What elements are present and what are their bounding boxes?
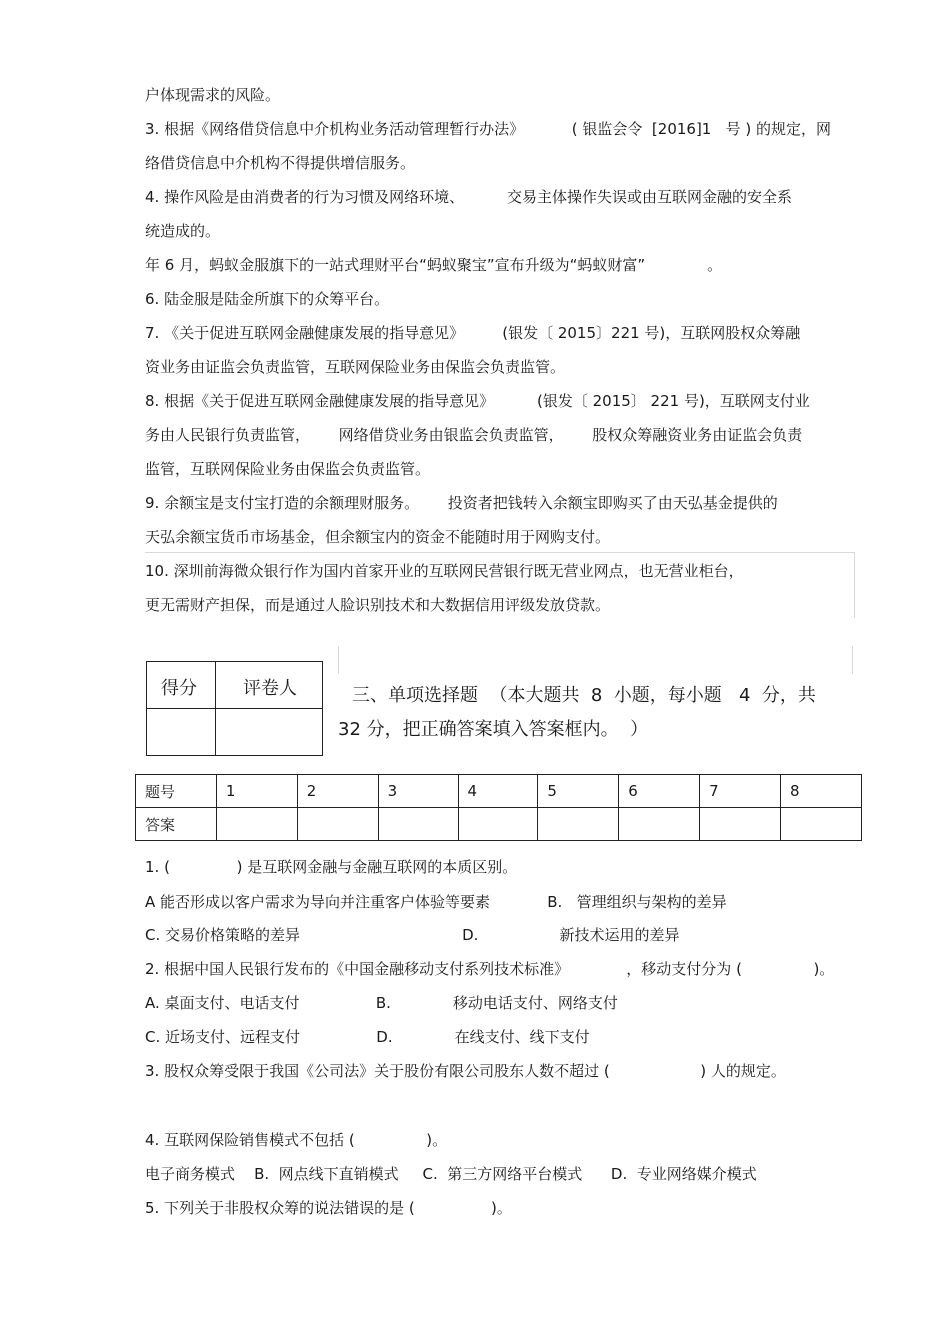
text-line: 统造成的。 <box>145 222 221 240</box>
scan-line <box>145 552 855 553</box>
question-number: 5 <box>538 775 619 808</box>
scan-line <box>852 646 853 674</box>
question-5: 5. 下列关于非股权众筹的说法错误的是 ( )。 <box>145 1199 512 1217</box>
statement-6: 6. 陆金服是陆金所旗下的众筹平台。 <box>145 290 390 308</box>
question-number: 2 <box>297 775 378 808</box>
table-row <box>136 808 862 841</box>
question-3: 3. 股权众筹受限于我国《公司法》关于股份有限公司股东人数不超过 ( ) 人的规定。 <box>145 1062 786 1080</box>
question-4: 4. 互联网保险销售模式不包括 ( )。 <box>145 1131 448 1149</box>
score-box <box>146 661 323 756</box>
answer-cell[interactable] <box>297 808 378 841</box>
text-line: 络借贷信息中介机构不得提供增信服务。 <box>145 154 416 172</box>
answer-cell[interactable] <box>781 808 862 841</box>
question-4-options: 电子商务模式 B. 网点线下直销模式 C. 第三方网络平台模式 D. 专业网络媒介模式 <box>145 1165 757 1183</box>
question-2-options: A. 桌面支付、电话支付 B. 移动电话支付、网络支付 <box>145 994 618 1012</box>
scan-line <box>338 646 339 674</box>
question-2-options: C. 近场支付、远程支付 D. 在线支付、线下支付 <box>145 1028 590 1046</box>
statement-10: 10. 深圳前海微众银行作为国内首家开业的互联网民营银行既无营业网点，也无营业柜台， <box>145 562 744 580</box>
text-line: 天弘余额宝货币市场基金，但余额宝内的资金不能随时用于网购支付。 <box>145 528 611 546</box>
text-line: 户体现需求的风险。 <box>145 86 281 104</box>
question-number: 1 <box>216 775 297 808</box>
score-label: 得分 <box>161 678 197 699</box>
answer-cell[interactable] <box>538 808 619 841</box>
row-label: 答案 <box>136 808 217 841</box>
answer-cell[interactable] <box>458 808 538 841</box>
statement-5: 年 6 月，蚂蚁金服旗下的一站式理财平台“蚂蚁聚宝”宣布升级为“蚂蚁财富” 。 <box>145 256 723 274</box>
statement-9: 9. 余额宝是支付宝打造的余额理财服务。 投资者把钱转入余额宝即购买了由天弘基金提供的 <box>145 494 778 512</box>
question-2: 2. 根据中国人民银行发布的《中国金融移动支付系列技术标准》 ，移动支付分为 ( )。 <box>145 960 835 978</box>
section-title-cont: 32 分，把正确答案填入答案框内。 ） <box>338 719 649 740</box>
row-label: 题号 <box>136 775 217 808</box>
text-line: 更无需财产担保，而是通过人脸识别技术和大数据信用评级发放贷款。 <box>145 596 611 614</box>
question-number: 8 <box>781 775 862 808</box>
scan-line <box>854 552 855 618</box>
answer-cell[interactable] <box>700 808 781 841</box>
question-number: 4 <box>458 775 538 808</box>
statement-3: 3. 根据《网络借贷信息中介机构业务活动管理暂行办法》 ( 银监会令 [2016]1 号 ) 的规定，网 <box>145 120 832 138</box>
answer-cell[interactable] <box>216 808 297 841</box>
grader-label: 评卷人 <box>243 678 297 699</box>
answer-table <box>135 774 862 841</box>
answer-cell[interactable] <box>619 808 700 841</box>
question-number: 3 <box>378 775 458 808</box>
section-title: 三、单项选择题 （本大题共 8 小题，每小题 4 分，共 <box>352 685 816 706</box>
answer-cell[interactable] <box>378 808 458 841</box>
text-line: 资业务由证监会负责监管，互联网保险业务由保监会负责监管。 <box>145 358 566 376</box>
question-1: 1. ( ) 是互联网金融与金融互联网的本质区别。 <box>145 858 518 876</box>
statement-4: 4. 操作风险是由消费者的行为习惯及网络环境、 交易主体操作失误或由互联网金融的安全系 <box>145 188 792 206</box>
text-line: 务由人民银行负责监管， 网络借贷业务由银监会负责监管， 股权众筹融资业务由证监会负责 <box>145 426 803 444</box>
text-line: 监管，互联网保险业务由保监会负责监管。 <box>145 460 431 478</box>
score-box-divider <box>215 662 216 755</box>
question-1-options: C. 交易价格策略的差异 D. 新技术运用的差异 <box>145 926 680 944</box>
statement-7: 7. 《关于促进互联网金融健康发展的指导意见》 (银发〔 2015〕221 号)，互联网股权众筹融 <box>145 324 801 342</box>
question-number: 6 <box>619 775 700 808</box>
statement-8: 8. 根据《关于促进互联网金融健康发展的指导意见》 (银发〔 2015〕 221 号)，互联网支付业 <box>145 392 810 410</box>
question-1-options: A 能否形成以客户需求为导向并注重客户体验等要素 B. 管理组织与架构的差异 <box>145 893 727 911</box>
table-row <box>136 775 862 808</box>
question-number: 7 <box>700 775 781 808</box>
